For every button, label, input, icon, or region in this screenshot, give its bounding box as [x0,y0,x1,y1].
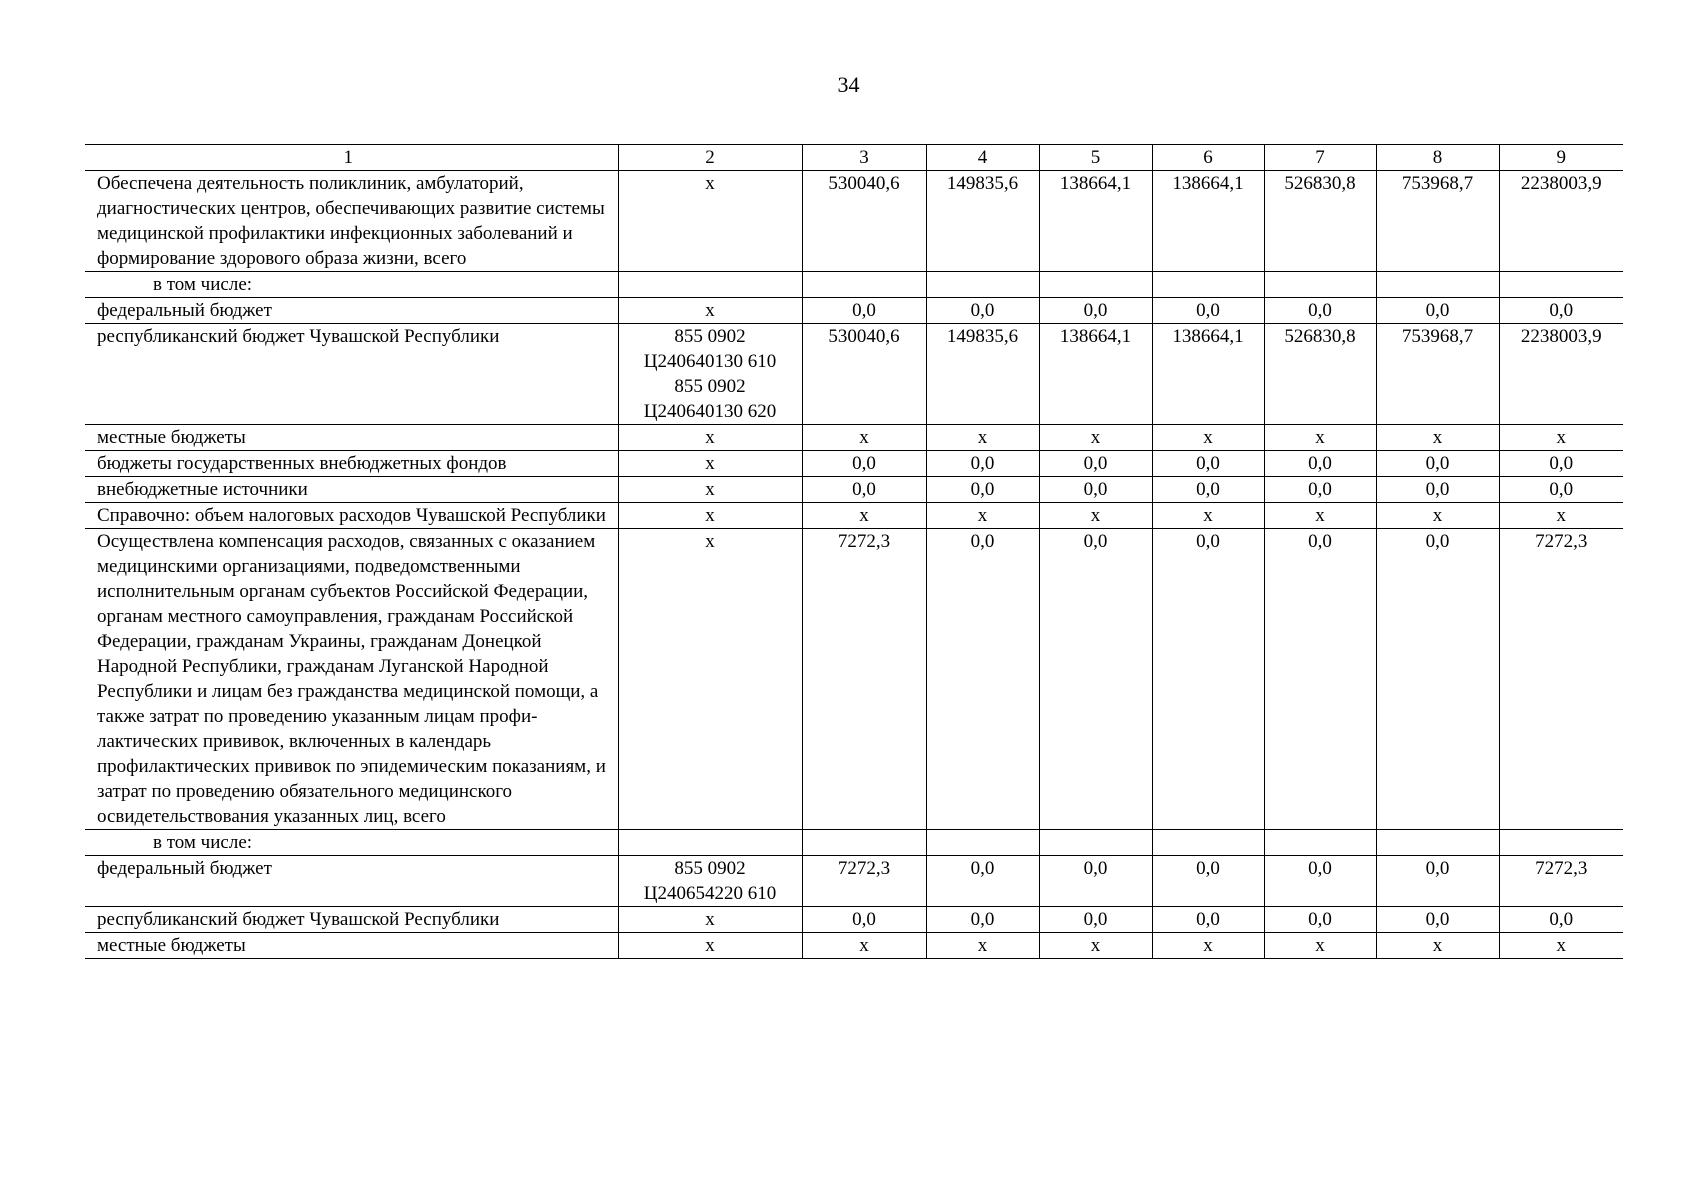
value-cell [1039,830,1152,856]
value-cell: 753968,7 [1376,324,1499,425]
budget-code-cell [618,451,802,477]
table-row [85,425,1623,451]
budget-code-line: 855 0902 [674,326,746,347]
budget-code-line: Ц240640130 610 [643,351,777,372]
budget-code-cell [618,529,802,830]
value-cell [1264,272,1376,298]
value-cell: 2238003,9 [1499,324,1623,425]
value-cell: 0,0 [1499,477,1623,503]
value-cell: x [1152,425,1264,451]
row-label: республиканский бюджет Чувашской Республики [85,907,618,933]
value-cell: 0,0 [1152,477,1264,503]
value-cell: 0,0 [1152,451,1264,477]
value-cell: 7272,3 [802,529,926,830]
value-cell: 0,0 [802,298,926,324]
value-cell: 0,0 [1376,298,1499,324]
value-cell: 7272,3 [802,856,926,907]
value-cell: 0,0 [1376,907,1499,933]
table-row [85,856,1623,907]
value-cell: 0,0 [1376,451,1499,477]
value-cell: 0,0 [1376,529,1499,830]
value-cell: 2238003,9 [1499,171,1623,272]
budget-code-cell [618,830,802,856]
table-row [85,933,1623,959]
header-cell: 6 [1152,145,1264,171]
value-cell: 138664,1 [1152,171,1264,272]
table-row [85,171,1623,272]
value-cell: 0,0 [1499,907,1623,933]
budget-code-cell [618,907,802,933]
budget-code-line: x [705,427,715,448]
table-row [85,324,1623,425]
value-cell: x [1376,933,1499,959]
value-cell: 0,0 [926,451,1039,477]
value-cell: 530040,6 [802,171,926,272]
header-cell: 4 [926,145,1039,171]
budget-code-cell [618,503,802,529]
header-cell: 1 [85,145,618,171]
value-cell: x [802,503,926,529]
budget-code-line: Ц240640130 620 [643,401,777,422]
value-cell: x [1039,933,1152,959]
budget-code-cell [618,933,802,959]
value-cell: x [802,933,926,959]
value-cell: x [1264,425,1376,451]
value-cell: 7272,3 [1499,529,1623,830]
value-cell [1264,830,1376,856]
header-cell: 3 [802,145,926,171]
budget-code-line: 855 0902 [674,376,746,397]
value-cell: x [1039,425,1152,451]
budget-code-cell [618,477,802,503]
header-cell: 8 [1376,145,1499,171]
value-cell: 0,0 [1264,856,1376,907]
value-cell [802,272,926,298]
header-cell: 9 [1499,145,1623,171]
value-cell [1499,830,1623,856]
value-cell: 0,0 [802,477,926,503]
budget-table [85,144,1623,959]
value-cell: 0,0 [1039,856,1152,907]
value-cell: x [1376,425,1499,451]
value-cell: 0,0 [926,856,1039,907]
value-cell [1039,272,1152,298]
row-label: федеральный бюджет [85,298,618,324]
table-row [85,451,1623,477]
value-cell: 138664,1 [1152,324,1264,425]
row-label: Обеспечена деятельность поликлиник, амбулаторий, диагностических центров, обеспечивающих развитие системы медицинской профилактики инфекционных заболеваний и формирование здорового образа жизни, всего [85,171,618,272]
value-cell: 0,0 [1039,298,1152,324]
value-cell: 0,0 [1152,907,1264,933]
budget-code-line: x [705,479,715,500]
table-row [85,529,1623,830]
value-cell: 0,0 [1376,856,1499,907]
value-cell: 0,0 [1376,477,1499,503]
value-cell: x [1264,503,1376,529]
row-label: местные бюджеты [85,933,618,959]
budget-code-line: x [705,453,715,474]
table-row [85,272,1623,298]
budget-code-cell [618,272,802,298]
value-cell [1376,830,1499,856]
value-cell: 0,0 [1264,529,1376,830]
value-cell: 0,0 [1039,529,1152,830]
value-cell: 149835,6 [926,171,1039,272]
value-cell [926,830,1039,856]
table-row [85,503,1623,529]
budget-code-line: x [705,531,715,552]
value-cell [1376,272,1499,298]
budget-code-line: 855 0902 [674,858,746,879]
budget-code-line: x [705,300,715,321]
row-label: Осуществлена компенсация расходов, связанных с оказанием медицинскими организациями, подведомственными исполнительным органам субъектов Российской Федерации, органам местного самоуправления, гражданам Российской Федерации, гражданам Украины, гражданам Донецкой Народной Республики, гражданам Луганской Народной Республики и лицам без гражданства медицинской помощи, а также затрат по проведению указанным лицам профилактических прививок, включенных в календарь профилактических прививок по эпидемическим показаниям, и затрат по проведению обязательного медицинского освидетельствования указанных лиц, всего [85,529,618,830]
table-header-row [85,145,1623,171]
value-cell: x [1264,933,1376,959]
row-label: в том числе: [85,272,618,298]
value-cell: x [802,425,926,451]
table-row [85,830,1623,856]
header-cell: 7 [1264,145,1376,171]
table-row [85,298,1623,324]
value-cell: 0,0 [1039,477,1152,503]
budget-code-line: x [705,909,715,930]
value-cell: x [1152,933,1264,959]
value-cell: x [1152,503,1264,529]
budget-code-line: x [705,935,715,956]
budget-code-cell [618,425,802,451]
budget-code-cell [618,856,802,907]
budget-table-body [85,145,1623,959]
value-cell: 0,0 [926,907,1039,933]
value-cell: 0,0 [1264,451,1376,477]
value-cell: 0,0 [1499,298,1623,324]
row-label: внебюджетные источники [85,477,618,503]
table-row [85,907,1623,933]
value-cell: 0,0 [1039,907,1152,933]
value-cell: 0,0 [1264,298,1376,324]
value-cell: 7272,3 [1499,856,1623,907]
value-cell: 0,0 [1499,451,1623,477]
header-cell: 5 [1039,145,1152,171]
row-label: республиканский бюджет Чувашской Республики [85,324,618,425]
value-cell: 138664,1 [1039,171,1152,272]
row-label: федеральный бюджет [85,856,618,907]
value-cell: 0,0 [926,298,1039,324]
value-cell: 0,0 [1264,477,1376,503]
budget-code-line: x [705,505,715,526]
value-cell: 0,0 [1039,451,1152,477]
budget-code-cell [618,324,802,425]
value-cell: 0,0 [1152,856,1264,907]
value-cell [1152,272,1264,298]
value-cell: 0,0 [1264,907,1376,933]
table-row [85,477,1623,503]
row-label: в том числе: [85,830,618,856]
value-cell: x [926,933,1039,959]
value-cell: x [1499,425,1623,451]
value-cell: x [1499,503,1623,529]
value-cell: x [926,503,1039,529]
value-cell [802,830,926,856]
page-number: 34 [837,72,860,97]
value-cell: 0,0 [926,529,1039,830]
row-label: Справочно: объем налоговых расходов Чувашской Республики [85,503,618,529]
value-cell [926,272,1039,298]
budget-code-line: Ц240654220 610 [643,883,777,904]
row-label: местные бюджеты [85,425,618,451]
value-cell: 149835,6 [926,324,1039,425]
value-cell: 0,0 [926,477,1039,503]
value-cell: 138664,1 [1039,324,1152,425]
budget-code-cell [618,298,802,324]
value-cell: x [1039,503,1152,529]
value-cell: x [1499,933,1623,959]
value-cell: 0,0 [1152,529,1264,830]
budget-code-line: x [705,173,715,194]
value-cell: x [926,425,1039,451]
value-cell [1152,830,1264,856]
value-cell: 0,0 [1152,298,1264,324]
value-cell: 530040,6 [802,324,926,425]
value-cell: 526830,8 [1264,171,1376,272]
value-cell: 0,0 [802,907,926,933]
budget-code-cell [618,171,802,272]
value-cell: 753968,7 [1376,171,1499,272]
header-cell: 2 [618,145,802,171]
value-cell: x [1376,503,1499,529]
value-cell: 526830,8 [1264,324,1376,425]
value-cell [1499,272,1623,298]
row-label: бюджеты государственных внебюджетных фондов [85,451,618,477]
value-cell: 0,0 [802,451,926,477]
